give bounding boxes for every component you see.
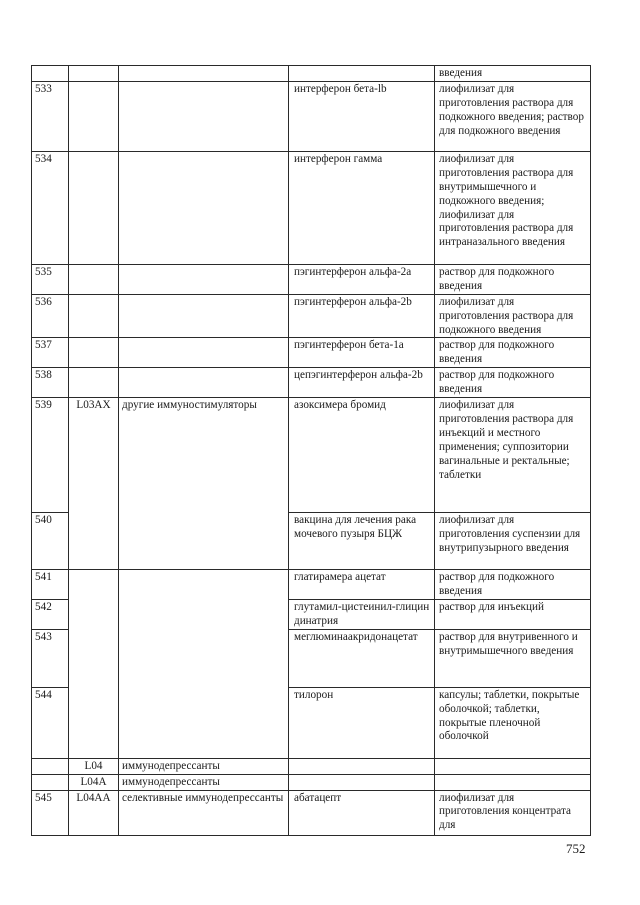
dosage-form: лиофилизат для приготовления раствора для внутримышечного и подкожного введения; лиофилизат для приготовления раствора для интраназального введения [435,151,591,264]
medicine-name [289,758,435,774]
medicine-name: меглюминаакридонацетат [289,629,435,687]
atc-code [69,687,119,758]
table-row [32,81,591,151]
atc-code [69,513,119,570]
group-name [119,570,289,600]
table-row [32,338,591,368]
medicine-name [289,66,435,82]
group-name [119,687,289,758]
row-number: 540 [32,513,69,570]
medicine-name: глатирамера ацетат [289,570,435,600]
atc-code [69,338,119,368]
medicine-name: абатацепт [289,790,435,835]
medicine-name: пэгинтерферон альфа-2а [289,264,435,294]
row-number: 545 [32,790,69,835]
table-row [32,368,591,398]
row-number: 541 [32,570,69,600]
atc-code: L04A [69,774,119,790]
medicine-name: азоксимера бромид [289,398,435,513]
row-number: 544 [32,687,69,758]
dosage-form: лиофилизат для приготовления раствора для подкожного введения [435,294,591,338]
medicine-name [289,774,435,790]
table-row [32,264,591,294]
group-name: селективные иммунодепрессанты [119,790,289,835]
atc-code [69,294,119,338]
group-name: другие иммуностимуляторы [119,398,289,513]
row-number: 539 [32,398,69,513]
group-name [119,599,289,629]
atc-code: L04AA [69,790,119,835]
row-number: 536 [32,294,69,338]
dosage-form [435,774,591,790]
medicine-name: вакцина для лечения рака мочевого пузыря БЦЖ [289,513,435,570]
table-row [32,774,591,790]
table-row [32,687,591,758]
atc-code [69,368,119,398]
table-row [32,629,591,687]
row-number [32,66,69,82]
group-name: иммунодепрессанты [119,774,289,790]
table-row [32,570,591,600]
medicine-name: интерферон бета-lb [289,81,435,151]
atc-code [69,599,119,629]
medicine-name: интерферон гамма [289,151,435,264]
row-number: 534 [32,151,69,264]
row-number [32,758,69,774]
row-number: 538 [32,368,69,398]
group-name [119,264,289,294]
dosage-form: лиофилизат для приготовления суспензии для внутрипузырного введения [435,513,591,570]
page-number: 752 [566,841,586,856]
medicine-name: тилорон [289,687,435,758]
drug-list-table-container [31,65,590,836]
group-name [119,338,289,368]
atc-code [69,570,119,600]
dosage-form: раствор для подкожного введения [435,570,591,600]
dosage-form: раствор для внутривенного и внутримышечного введения [435,629,591,687]
table-row [32,758,591,774]
group-name [119,368,289,398]
dosage-form: раствор для подкожного введения [435,368,591,398]
row-number: 537 [32,338,69,368]
table-row [32,599,591,629]
table-row [32,66,591,82]
table-row [32,151,591,264]
row-number: 543 [32,629,69,687]
dosage-form: раствор для подкожного введения [435,264,591,294]
group-name [119,66,289,82]
atc-code [69,629,119,687]
group-name [119,629,289,687]
dosage-form: лиофилизат для приготовления концентрата для [435,790,591,835]
medicine-name: глутамил-цистеинил-глицин динатрия [289,599,435,629]
dosage-form: лиофилизат для приготовления раствора для инъекций и местного применения; суппозитории вагинальные и ректальные; таблетки [435,398,591,513]
atc-code [69,66,119,82]
atc-code: L03AX [69,398,119,513]
group-name: иммунодепрессанты [119,758,289,774]
dosage-form: капсулы; таблетки, покрытые оболочкой; таблетки, покрытые пленочной оболочкой [435,687,591,758]
dosage-form: введения [435,66,591,82]
table-row [32,513,591,570]
table-row [32,398,591,513]
dosage-form: раствор для подкожного введения [435,338,591,368]
atc-code: L04 [69,758,119,774]
group-name [119,151,289,264]
group-name [119,513,289,570]
row-number [32,774,69,790]
group-name [119,81,289,151]
dosage-form: лиофилизат для приготовления раствора для подкожного введения; раствор для подкожного введения [435,81,591,151]
group-name [119,294,289,338]
row-number: 542 [32,599,69,629]
row-number: 533 [32,81,69,151]
table-row [32,294,591,338]
drug-list-table [31,65,591,836]
dosage-form [435,758,591,774]
medicine-name: пэгинтерферон альфа-2b [289,294,435,338]
row-number: 535 [32,264,69,294]
medicine-name: пэгинтерферон бета-1а [289,338,435,368]
table-row [32,790,591,835]
dosage-form: раствор для инъекций [435,599,591,629]
atc-code [69,264,119,294]
medicine-name: цепэгинтерферон альфа-2b [289,368,435,398]
atc-code [69,81,119,151]
atc-code [69,151,119,264]
